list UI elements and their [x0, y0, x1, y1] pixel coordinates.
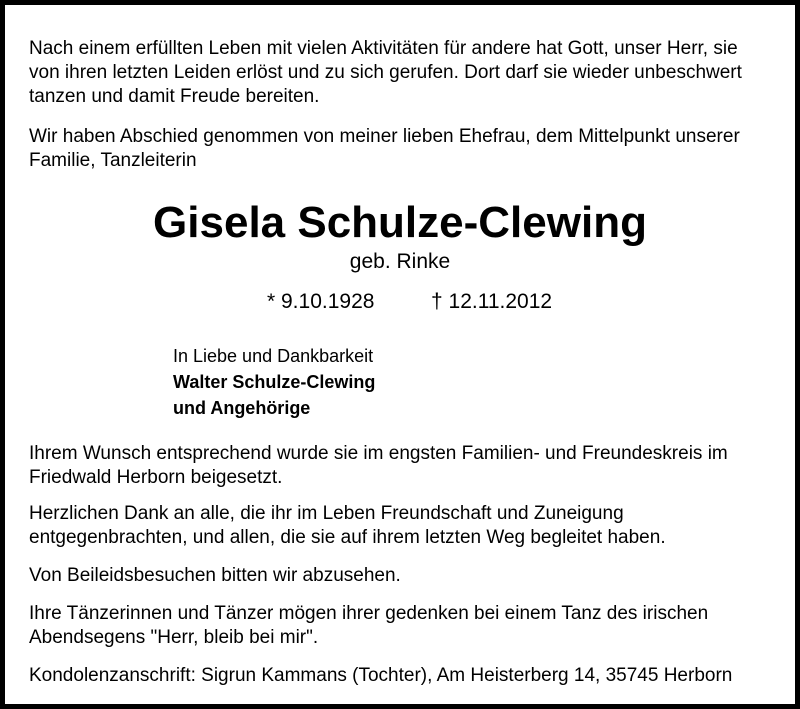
dancers-line: Ihre Tänzerinnen und Tänzer mögen ihrer gedenken bei einem Tanz des irischen [29, 603, 709, 624]
signoff-block [173, 343, 375, 421]
birth-date: * 9.10.1928 [267, 290, 375, 313]
maiden-name: geb. Rinke [349, 250, 451, 273]
death-date: † 12.11.2012 [431, 290, 553, 313]
address-paragraph [29, 664, 732, 688]
condolence-visits-paragraph [29, 564, 401, 588]
thanks-paragraph [29, 502, 666, 550]
condolence-address: Kondolenzanschrift: Sigrun Kammans (Tochter), Am Heisterberg 14, 35745 Herborn [29, 665, 733, 686]
burial-line: Ihrem Wunsch entsprechend wurde sie im engsten Familien- und Freundeskreis im [29, 443, 728, 464]
intro-line: tanzen und damit Freude bereiten. [29, 86, 320, 107]
farewell-paragraph [29, 125, 740, 173]
burial-paragraph [29, 442, 728, 490]
signoff-name: Walter Schulze-Clewing [173, 372, 376, 392]
farewell-line: Familie, Tanzleiterin [29, 150, 197, 171]
condolence-visits-line: Von Beileidsbesuchen bitten wir abzusehen. [29, 565, 401, 586]
intro-paragraph [29, 37, 742, 109]
signoff-name: und Angehörige [173, 398, 311, 418]
dancers-line: Abendsegens "Herr, bleib bei mir". [29, 627, 319, 648]
thanks-line: Herzlichen Dank an alle, die ihr im Leben Freundschaft und Zuneigung [29, 503, 624, 524]
dancers-paragraph [29, 602, 708, 650]
thanks-line: entgegenbrachten, und allen, die sie auf ihrem letzten Weg begleitet haben. [29, 527, 666, 548]
intro-line: Nach einem erfüllten Leben mit vielen Aktivitäten für andere hat Gott, unser Herr, sie [29, 38, 738, 59]
farewell-line: Wir haben Abschied genommen von meiner lieben Ehefrau, dem Mittelpunkt unserer [29, 126, 740, 147]
intro-line: von ihren letzten Leiden erlöst und zu sich gerufen. Dort darf sie wieder unbeschwert [29, 62, 742, 83]
deceased-name: Gisela Schulze-Clewing [153, 198, 647, 247]
signoff-intro: In Liebe und Dankbarkeit [173, 346, 374, 366]
burial-line: Friedwald Herborn beigesetzt. [29, 467, 283, 488]
